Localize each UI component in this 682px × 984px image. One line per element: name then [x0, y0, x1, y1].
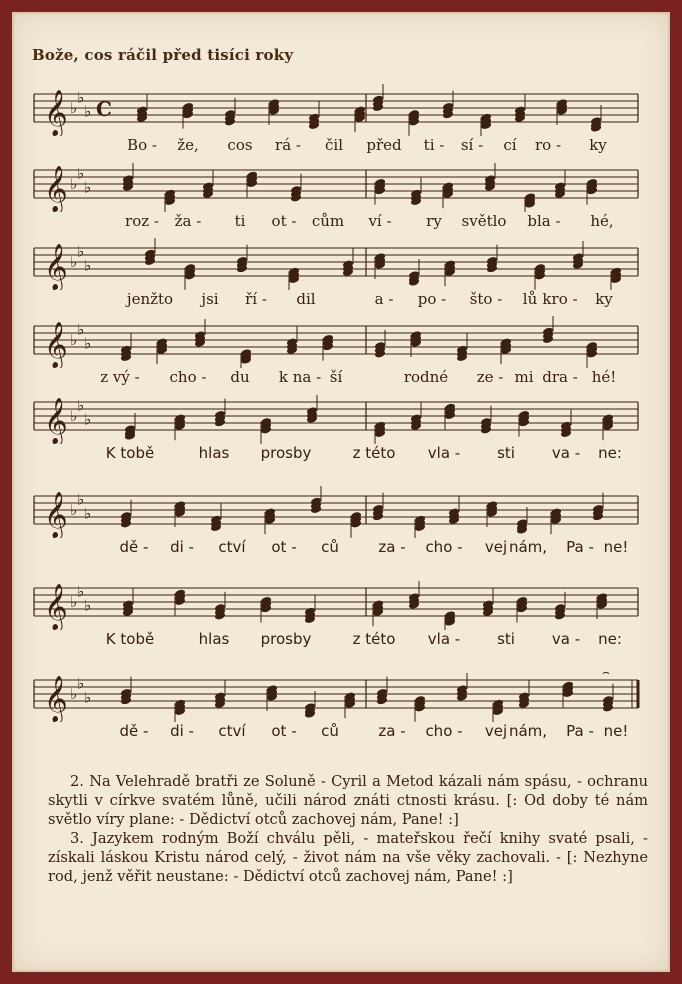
chord [240, 348, 252, 368]
song-title: Bože, cos ráčil před tisíci roky [32, 46, 294, 64]
flat-icon: ♭ [77, 242, 85, 261]
lyric-line [30, 630, 642, 650]
chord [350, 511, 362, 538]
lyric-syllable: vla - [427, 444, 461, 462]
chord [482, 588, 494, 617]
verse-3: 3. Jazykem rodným Boží chválu pěli, - mateřskou řečí knihy svaté psali, - získali láskou Kristu národ celý, - život nám na vše věky zachovali. - [: Nezhyne rod, jenž věřit neustane: - Dědictví otců zachovej nám, Pane! :] [48, 830, 648, 885]
lyric-line [30, 212, 642, 232]
chord [260, 596, 272, 623]
treble-clef-icon: 𝄞 [44, 584, 68, 630]
music-system [30, 238, 642, 308]
lyric-syllable: ro - [534, 136, 562, 154]
staff [30, 316, 642, 368]
chord [554, 592, 566, 621]
chord [214, 680, 226, 709]
flat-icon: ♭ [70, 99, 78, 117]
chord [408, 259, 420, 287]
staff [30, 84, 642, 136]
flat-icon: ♭ [84, 504, 92, 523]
staff [30, 578, 642, 630]
chord [596, 592, 608, 619]
lyric-syllable: prosby [260, 630, 312, 648]
lyric-syllable: vej [484, 722, 508, 740]
lyric-syllable: ot - [271, 722, 297, 740]
flat-icon: ♭ [70, 407, 78, 425]
lyric-syllable: z této [352, 630, 396, 648]
flat-icon: ♭ [84, 596, 92, 615]
lyric-syllable: ne! [603, 538, 629, 556]
flat-icon: ♭ [70, 331, 78, 349]
lyric-line [30, 538, 642, 558]
lyric-syllable: k na - [278, 368, 322, 386]
lyric-syllable: ne! [603, 722, 629, 740]
chord [444, 259, 456, 286]
lyric-syllable: sí - [460, 136, 484, 154]
staff [30, 160, 642, 212]
chord [202, 170, 214, 199]
lyric-syllable: cos [227, 136, 253, 154]
lyric-syllable: cho - [169, 368, 207, 386]
chord [182, 102, 194, 129]
lyric-line [30, 290, 642, 310]
lyric-line [30, 136, 642, 156]
lyric-syllable: Pa - [566, 538, 594, 556]
lyric-syllable: di - [170, 722, 194, 740]
lyric-syllable: cí [503, 136, 517, 154]
lyric-syllable: nám, [508, 538, 548, 556]
lyric-syllable: kro - [542, 290, 578, 308]
flat-icon: ♭ [77, 674, 85, 693]
chord [268, 98, 280, 125]
chord [290, 174, 302, 203]
flat-icon: ♭ [84, 334, 92, 353]
chord [136, 94, 148, 123]
lyric-syllable: lů [522, 290, 538, 308]
lyric-syllable: cho - [425, 722, 463, 740]
chord [516, 507, 528, 535]
chord [286, 326, 298, 355]
chord [592, 493, 604, 522]
chord [174, 413, 186, 440]
music-system [30, 160, 642, 230]
chord [480, 406, 492, 435]
lyric-syllable: ot - [271, 212, 297, 230]
chord [486, 245, 498, 274]
chord [310, 486, 322, 514]
chord [442, 91, 454, 120]
flat-icon: ♭ [84, 102, 92, 121]
lyric-syllable: ky [595, 290, 613, 308]
treble-clef-icon: 𝄞 [44, 90, 68, 136]
lyric-syllable: mi [514, 368, 534, 386]
lyric-syllable: K tobě [105, 444, 155, 462]
chord [260, 417, 272, 444]
time-signature: C [96, 97, 112, 121]
lyric-syllable: du [230, 368, 250, 386]
treble-clef-icon: 𝄞 [44, 322, 68, 368]
lyric-syllable: vla - [427, 630, 461, 648]
flat-icon: ♭ [77, 582, 85, 601]
chord [442, 181, 454, 208]
chord [236, 245, 248, 274]
music-system [30, 486, 642, 556]
lyric-line [30, 368, 642, 388]
lyric-syllable: ctví [218, 722, 246, 740]
chord [414, 515, 426, 538]
treble-clef-icon: 𝄞 [44, 398, 68, 444]
chord [304, 691, 316, 719]
chord [174, 589, 186, 616]
flat-icon: ♭ [84, 178, 92, 197]
flat-icon: ♭ [70, 253, 78, 271]
chord [586, 178, 598, 205]
music-system [30, 84, 642, 154]
flat-icon: ♭ [77, 88, 85, 107]
chord [602, 413, 614, 440]
chord [174, 500, 186, 527]
music-system [30, 670, 642, 740]
chord [374, 178, 386, 205]
lyric-syllable: ší [329, 368, 343, 386]
lyric-syllable: ze - [476, 368, 504, 386]
chord [448, 496, 460, 525]
chord [550, 507, 562, 534]
lyric-syllable: jsi [201, 290, 219, 308]
lyric-syllable: ti [234, 212, 246, 230]
chord [344, 691, 356, 718]
chord [210, 503, 222, 532]
lyric-syllable: za - [378, 722, 406, 740]
lyric-syllable: va - [551, 630, 581, 648]
lyric-syllable: ví - [368, 212, 392, 230]
flat-icon: ♭ [84, 410, 92, 429]
chord [486, 500, 498, 527]
treble-clef-icon: 𝄞 [44, 166, 68, 212]
lyric-syllable: z vý - [100, 368, 140, 386]
chord [246, 171, 258, 198]
lyric-syllable: ců [321, 722, 339, 740]
chord [214, 399, 226, 428]
chord [374, 330, 386, 359]
chord [610, 267, 622, 290]
chord [444, 610, 456, 630]
lyric-syllable: ry [426, 212, 442, 230]
music-system [30, 316, 642, 386]
lyric-syllable: ky [589, 136, 607, 154]
lyric-syllable: ctví [218, 538, 246, 556]
chord [518, 680, 530, 709]
flat-icon: ♭ [84, 256, 92, 275]
flat-icon: ♭ [77, 490, 85, 509]
chord [516, 596, 528, 623]
lyric-syllable: rodné [403, 368, 449, 386]
chord [492, 699, 504, 722]
lyric-syllable: ža - [174, 212, 202, 230]
lyric-syllable: ot - [271, 538, 297, 556]
flat-icon: ♭ [70, 593, 78, 611]
treble-clef-icon: 𝄞 [44, 492, 68, 538]
lyric-syllable: hé! [591, 368, 617, 386]
chord [372, 84, 384, 112]
lyric-syllable: dil [296, 290, 316, 308]
lyric-syllable: a - [374, 290, 394, 308]
chord [374, 421, 386, 444]
lyric-syllable: cům [311, 212, 345, 230]
chord [480, 113, 492, 136]
chord [120, 677, 132, 706]
chord [518, 410, 530, 437]
lyric-syllable: jenžto [126, 290, 174, 308]
flat-icon: ♭ [70, 175, 78, 193]
chord [410, 330, 422, 357]
chord [408, 109, 420, 136]
chord [534, 263, 546, 290]
lyric-line [30, 722, 642, 742]
chord [354, 105, 366, 132]
chord [590, 105, 602, 133]
chord [556, 98, 568, 125]
chord [514, 94, 526, 123]
chord [524, 192, 536, 212]
chord [120, 500, 132, 529]
chord [322, 334, 334, 361]
chord [304, 595, 316, 624]
lyric-syllable: prosby [260, 444, 312, 462]
chord [124, 413, 136, 441]
lyric-syllable: vej [484, 538, 508, 556]
music-system [30, 578, 642, 648]
chord [410, 402, 422, 431]
lyric-syllable: nám, [508, 722, 548, 740]
chord [586, 341, 598, 368]
chord [410, 177, 422, 206]
lyric-syllable: rá - [275, 136, 301, 154]
lyric-syllable: hlas [198, 630, 230, 648]
lyric-syllable: dra - [542, 368, 578, 386]
chord [164, 189, 176, 212]
chord [560, 409, 572, 438]
chord [542, 316, 554, 344]
lyric-syllable: ne: [598, 630, 622, 648]
lyric-line [30, 444, 642, 464]
treble-clef-icon: 𝄞 [44, 676, 68, 722]
treble-clef-icon: 𝄞 [44, 244, 68, 290]
chord [156, 337, 168, 364]
lyric-syllable: světlo [461, 212, 507, 230]
lyric-syllable: va - [551, 444, 581, 462]
lyric-syllable: dě - [119, 722, 149, 740]
chord [562, 681, 574, 708]
lyric-syllable: sti [497, 444, 515, 462]
lyric-syllable: čil [325, 136, 343, 154]
chord [288, 267, 300, 290]
staff [30, 486, 642, 538]
lyric-syllable: hlas [198, 444, 230, 462]
lyric-syllable: roz - [125, 212, 159, 230]
chord [374, 252, 386, 279]
chord [456, 333, 468, 362]
lyric-syllable: hé, [590, 212, 614, 230]
lyric-syllable: cho - [425, 538, 463, 556]
lyric-syllable: z této [352, 444, 396, 462]
chord [376, 677, 388, 706]
lyric-syllable: ti - [423, 136, 445, 154]
lyric-syllable: što - [469, 290, 503, 308]
flat-icon: ♭ [77, 396, 85, 415]
chord [184, 263, 196, 290]
chord [372, 599, 384, 626]
chord [414, 695, 426, 722]
chord [174, 699, 186, 722]
lyric-syllable: ců [321, 538, 339, 556]
chord [444, 403, 456, 430]
flat-icon: ♭ [84, 688, 92, 707]
flat-icon: ♭ [70, 501, 78, 519]
lyric-syllable: ří - [245, 290, 267, 308]
flat-icon: ♭ [70, 685, 78, 703]
chord [264, 507, 276, 534]
lyric-syllable: Pa - [566, 722, 594, 740]
chord [308, 101, 320, 130]
verses [48, 772, 648, 886]
chord [266, 684, 278, 711]
lyric-syllable: K tobě [105, 630, 155, 648]
chord [144, 238, 156, 266]
lyric-syllable: ne: [598, 444, 622, 462]
lyric-syllable: sti [497, 630, 515, 648]
music-system [30, 392, 642, 462]
staff [30, 392, 642, 444]
lyric-syllable: že, [177, 136, 199, 154]
staff [30, 670, 642, 722]
lyric-syllable: za - [378, 538, 406, 556]
lyric-syllable: bla - [527, 212, 561, 230]
chord [602, 684, 614, 713]
staff [30, 238, 642, 290]
chord [122, 588, 134, 617]
lyric-syllable: dě - [119, 538, 149, 556]
fermata-icon: ⌢ [602, 670, 610, 679]
lyric-syllable: po - [417, 290, 447, 308]
chord [500, 337, 512, 364]
lyric-syllable: di - [170, 538, 194, 556]
chord [372, 493, 384, 522]
verse-2: 2. Na Velehradě bratři ze Soluně - Cyril a Metod kázali nám spásu, - ochranu skytli v církve svatém lůně, učili národ znáti ctnosti krásu. [: Od doby té nám světlo víry plane: - Dědictví otců zachovej nám, Pane! :] [48, 773, 648, 828]
chord [120, 333, 132, 362]
chord [224, 98, 236, 127]
chord [342, 248, 354, 277]
lyric-syllable: Bo - [127, 136, 157, 154]
lyric-syllable: před [366, 136, 402, 154]
flat-icon: ♭ [77, 164, 85, 183]
flat-icon: ♭ [77, 320, 85, 339]
chord [214, 592, 226, 621]
chord [554, 170, 566, 199]
